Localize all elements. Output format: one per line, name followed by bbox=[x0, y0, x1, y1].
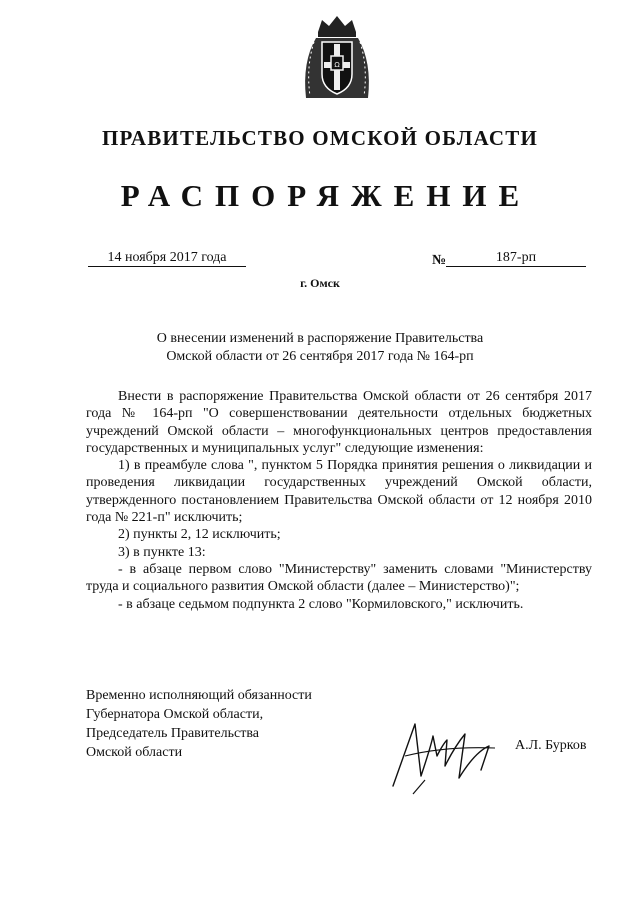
signatory-title bbox=[86, 686, 312, 762]
government-title: ПРАВИТЕЛЬСТВО ОМСКОЙ ОБЛАСТИ bbox=[101, 126, 538, 150]
signatory-name: А.Л. Бурков bbox=[515, 738, 587, 753]
body-paragraph-intro: Внести в распоряжение Правительства Омской области от 26 сентября 2017 года № 164-рп "О совершенствовании деятельности отдельных бюджетных учреждений Омской области – многофункциональных центров предоставления государственных и муниципальных услуг" следующие изменения: bbox=[86, 389, 592, 456]
omsk-coat-of-arms-icon bbox=[296, 12, 378, 104]
document-number: 187-рп bbox=[446, 250, 586, 267]
handwritten-signature bbox=[385, 716, 505, 796]
svg-text:Ω: Ω bbox=[334, 61, 340, 69]
body-paragraph-item-3-first: - в абзаце первом слово "Министерству" заменить словами "Министерству труда и социального развития Омской области (далее – Министерство)"; bbox=[86, 561, 592, 595]
signatory-title-line-3: Председатель Правительства bbox=[86, 726, 259, 741]
signatory-title-line-2: Губернатора Омской области, bbox=[86, 707, 264, 722]
document-date: 14 ноября 2017 года bbox=[88, 250, 246, 267]
body-paragraph-item-2: 2) пункты 2, 12 исключить; bbox=[118, 527, 281, 543]
body-paragraph-item-3: 3) в пункте 13: bbox=[118, 544, 206, 560]
document-type-title: РАСПОРЯЖЕНИЕ bbox=[120, 178, 532, 213]
subject-line-2: Омской области от 26 сентября 2017 года № 164-рп bbox=[166, 349, 474, 364]
number-label: № bbox=[432, 253, 447, 268]
signatory-title-line-1: Временно исполняющий обязанности bbox=[86, 688, 312, 703]
document-subject bbox=[0, 330, 640, 366]
body-paragraph-item-3-seventh: - в абзаце седьмом подпункта 2 слово "Кормиловского," исключить. bbox=[118, 596, 524, 612]
subject-line-1: О внесении изменений в распоряжение Правительства bbox=[156, 331, 484, 346]
signatory-title-line-4: Омской области bbox=[86, 745, 183, 760]
city-label: г. Омск bbox=[300, 276, 340, 290]
document-body bbox=[86, 388, 592, 613]
body-paragraph-item-1: 1) в преамбуле слова ", пунктом 5 Порядка принятия решения о ликвидации и проведения ликвидации государственных учреждений Омской области, утвержденного постановлением Правительства Омской области от 12 ноября 2010 года № 221-п" исключить; bbox=[86, 458, 592, 526]
